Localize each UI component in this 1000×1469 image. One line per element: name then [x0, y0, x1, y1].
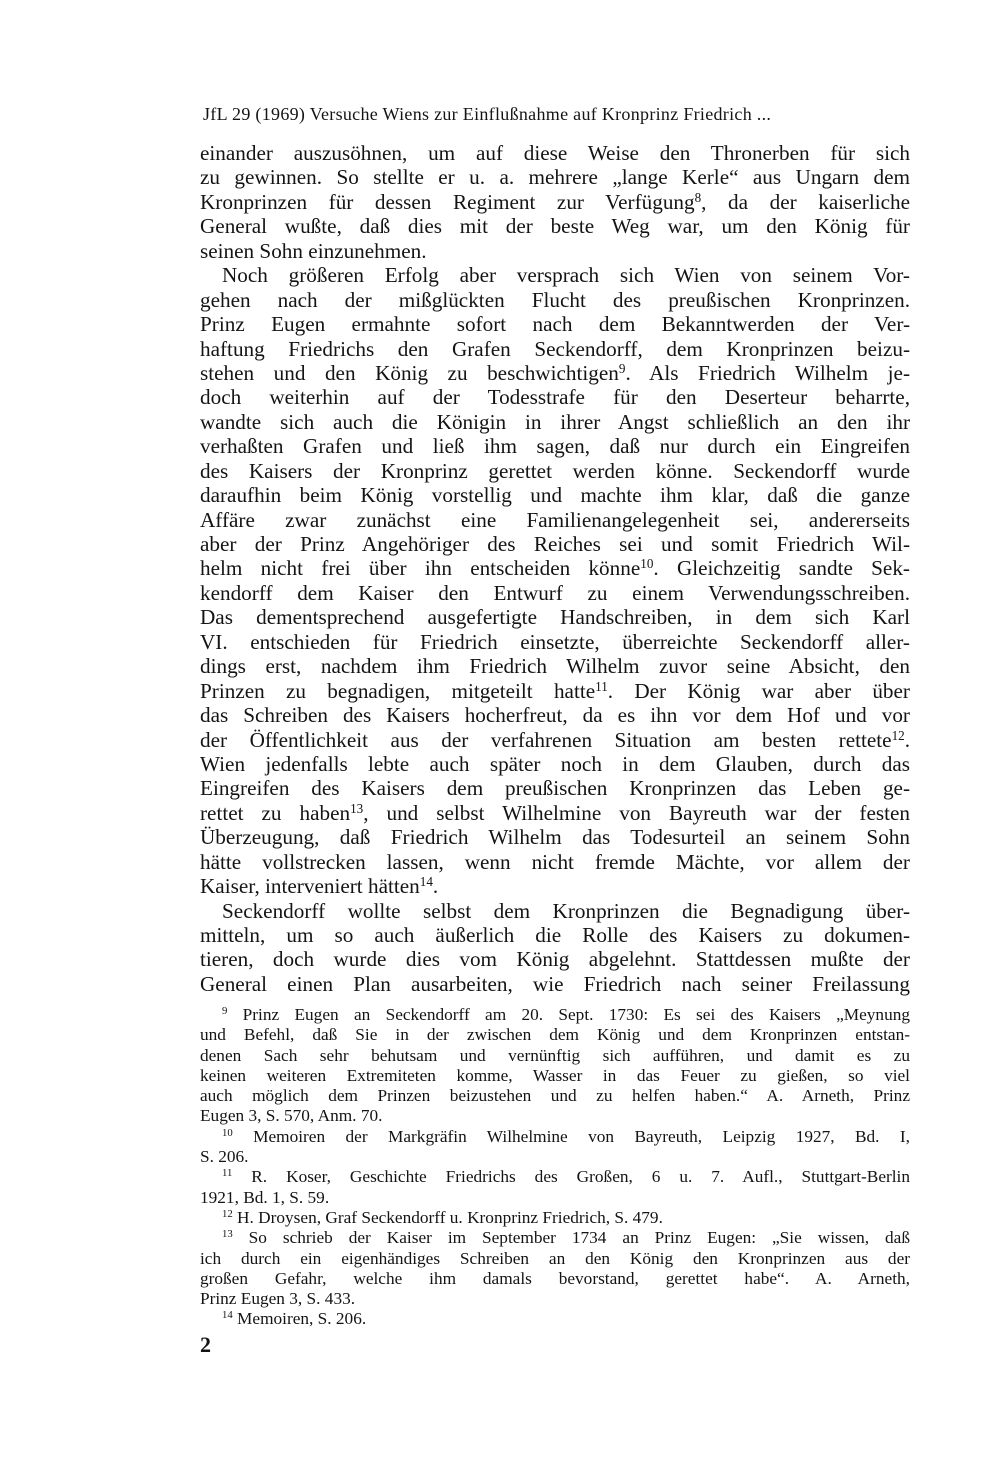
line-text: Memoiren der Markgräfin Wilhelmine von Bayreuth, Leipzig 1927, Bd. I, — [232, 1126, 910, 1146]
line-text: keinen weiteren Extremiteten komme, Wasser in das Feuer zu gießen, so viel — [200, 1065, 910, 1085]
footnote-line — [200, 1249, 910, 1269]
footnote-marker: 13 — [350, 800, 364, 816]
text-line — [200, 312, 910, 336]
line-text: . Gleichzeitig sandte Sek- — [653, 556, 910, 581]
footnote-line — [200, 1208, 910, 1228]
line-text: , und selbst Wilhelmine von Bayreuth war der festen — [363, 800, 910, 825]
line-text: Eugen 3, S. 570, Anm. 70. — [200, 1106, 383, 1126]
line-text: des Kaisers der Kronprinz gerettet werden könne. Seckendorff wurde — [200, 458, 910, 483]
footnote-line — [200, 1289, 910, 1309]
line-text: Prinz Eugen an Seckendorff am 20. Sept. 1730: Es sei des Kaisers „Meynung — [227, 1005, 910, 1024]
line-text: 1921, Bd. 1, S. 59. — [200, 1187, 330, 1207]
text-line — [200, 728, 910, 752]
line-text: daraufhin beim König vorstellig und machte ihm klar, daß die ganze — [200, 483, 910, 508]
line-text: . Als Friedrich Wilhelm je- — [625, 360, 910, 385]
line-text: S. 206. — [200, 1147, 249, 1167]
line-text: mitteln, um so auch äußerlich die Rolle des Kaisers zu dokumen- — [200, 923, 910, 947]
page-number: 2 — [200, 1332, 211, 1357]
line-text: denen Sach sehr behutsam und vernünftig sich aufführen, und damit es zu — [200, 1045, 910, 1065]
text-line — [200, 923, 910, 947]
line-text: doch weiterhin auf der Todesstrafe für den Deserteur beharrte, — [200, 385, 910, 410]
line-text: , da der kaiserliche — [701, 189, 910, 214]
line-text: wandte sich auch die Königin in ihrer Angst schließlich an den ihr — [200, 409, 910, 434]
text-line — [200, 239, 910, 263]
text-line — [200, 165, 910, 189]
footnote-marker: 12 — [891, 727, 905, 743]
line-text: haftung Friedrichs den Grafen Seckendorff, dem Kronprinzen beizu- — [200, 336, 910, 361]
footnote-line — [200, 1228, 910, 1248]
line-text: hätte vollstrecken lassen, wenn nicht fremde Mächte, vor allem der — [200, 849, 910, 874]
line-text: stehen und den König zu beschwichtigen — [200, 360, 619, 385]
footnote-marker: 11 — [595, 678, 608, 694]
text-line — [200, 483, 910, 507]
line-text: General einen Plan ausarbeiten, wie Friedrich nach seiner Freilassung — [200, 971, 910, 996]
line-text: Kaiser, interveniert hätten — [200, 874, 420, 899]
text-line — [200, 654, 910, 678]
line-text: zu gewinnen. So stellte er u. a. mehrere „lange Kerle“ aus Ungarn dem — [200, 165, 910, 190]
footnote-line — [200, 1086, 910, 1106]
text-line — [200, 605, 910, 629]
footnote-marker: 8 — [694, 189, 702, 205]
line-text: großen Gefahr, welche ihm damals bevorstand, gerettet habe“. A. Arneth, — [200, 1268, 910, 1288]
line-text: Prinz Eugen 3, S. 433. — [200, 1289, 356, 1309]
footnote-line — [200, 1147, 910, 1167]
line-text: . Der König war aber über — [607, 678, 910, 703]
line-text: tieren, doch wurde dies vom König abgelehnt. Stattdessen mußte der — [200, 947, 910, 972]
line-text: Affäre zwar zunächst eine Familienangelegenheit sei, andererseits — [200, 507, 910, 532]
text-line — [200, 776, 910, 800]
footnote-line — [200, 1269, 910, 1289]
line-text: R. Koser, Geschichte Friedrichs des Großen, 6 u. 7. Aufl., Stuttgart-Berlin — [232, 1167, 910, 1187]
footnote-marker: 13 — [222, 1228, 233, 1241]
line-text: H. Droysen, Graf Seckendorff u. Kronprinz Friedrich, S. 479. — [232, 1207, 663, 1227]
text-line — [200, 752, 910, 776]
text-line — [200, 874, 910, 898]
footnote-line — [200, 1188, 910, 1208]
line-text: Memoiren, S. 206. — [232, 1309, 367, 1329]
text-line — [200, 556, 910, 580]
text-line — [200, 850, 910, 874]
text-line — [200, 899, 910, 923]
line-text: gehen nach der mißglückten Flucht des preußischen Kronprinzen. — [200, 287, 910, 312]
line-text: rettet zu haben — [200, 800, 351, 825]
body-text — [200, 141, 910, 996]
text-line — [200, 679, 910, 703]
footnote-line — [200, 1309, 910, 1329]
footnote-marker: 9 — [618, 360, 626, 376]
text-line — [200, 801, 910, 825]
line-text: Kronprinzen für dessen Regiment zur Verfügung — [200, 189, 695, 214]
line-text: Überzeugung, daß Friedrich Wilhelm das Todesurteil an seinem Sohn — [200, 825, 910, 850]
line-text: dings erst, nachdem ihm Friedrich Wilhelm zuvor seine Absicht, den — [200, 654, 910, 679]
footnotes — [200, 1005, 910, 1330]
footnote-line — [200, 1127, 910, 1147]
line-text: Eingreifen des Kaisers dem preußischen Kronprinzen das Leben ge- — [200, 776, 910, 801]
line-text: Das dementsprechend ausgefertigte Handschreiben, in dem sich Karl — [200, 605, 910, 630]
line-text: ich durch ein eigenhändiges Schreiben an den König den Kronprinzen aus der — [200, 1248, 910, 1268]
footnote-marker: 12 — [222, 1208, 233, 1221]
text-line — [200, 825, 910, 849]
footnote-marker: 11 — [222, 1167, 233, 1180]
line-text: General wußte, daß dies mit der beste Weg war, um den König für — [200, 214, 910, 239]
footnote-marker: 10 — [640, 556, 654, 572]
text-line — [200, 214, 910, 238]
text-line — [200, 947, 910, 971]
line-text: VI. entschieden für Friedrich einsetzte, überreichte Seckendorff aller- — [200, 629, 910, 654]
line-text: Prinzen zu begnadigen, mitgeteilt hatte — [200, 678, 596, 703]
line-text: So schrieb der Kaiser im September 1734 an Prinz Eugen: „Sie wissen, daß — [232, 1228, 910, 1248]
line-text: seinen Sohn einzunehmen. — [200, 238, 427, 263]
line-text: Seckendorff wollte selbst dem Kronprinzen die Begnadigung über- — [222, 898, 910, 923]
footnote-marker: 14 — [222, 1309, 233, 1322]
line-text: auch möglich dem Prinzen beizustehen und zu helfen haben.“ A. Arneth, Prinz — [200, 1086, 910, 1106]
text-line — [200, 630, 910, 654]
line-text: . — [432, 874, 439, 899]
footnote-line — [200, 1005, 910, 1025]
line-text: . — [904, 727, 910, 752]
text-line — [200, 508, 910, 532]
running-header: JfL 29 (1969) Versuche Wiens zur Einflußnahme auf Kronprinz Friedrich ... — [203, 104, 772, 124]
footnote-line — [200, 1066, 910, 1086]
text-line — [200, 581, 910, 605]
text-line — [200, 361, 910, 385]
line-text: Wien jedenfalls lebte auch später noch in dem Glauben, durch das — [200, 751, 910, 776]
line-text: der Öffentlichkeit aus der verfahrenen Situation am besten rettete — [200, 727, 892, 752]
text-line — [200, 190, 910, 214]
line-text: das Schreiben des Kaisers hocherfreut, da es ihn vor dem Hof und vor — [200, 703, 910, 728]
line-text: Noch größeren Erfolg aber versprach sich Wien von seinem Vor- — [222, 263, 910, 288]
text-line — [200, 141, 910, 165]
footnote-line — [200, 1046, 910, 1066]
text-line — [200, 972, 910, 996]
line-text: und Befehl, daß Sie in der zwischen dem König und dem Kronprinzen entstan- — [200, 1025, 910, 1045]
text-line — [200, 434, 910, 458]
line-text: Prinz Eugen ermahnte sofort nach dem Bekanntwerden der Ver- — [200, 312, 910, 337]
text-line — [200, 288, 910, 312]
text-line — [200, 532, 910, 556]
text-line — [200, 263, 910, 287]
text-line — [200, 703, 910, 727]
footnote-line — [200, 1106, 910, 1126]
footnote-line — [200, 1167, 910, 1187]
text-line — [200, 459, 910, 483]
footnote-marker: 10 — [222, 1126, 233, 1139]
line-text: verhaßten Grafen und ließ ihm sagen, daß nur durch ein Eingreifen — [200, 434, 910, 459]
line-text: kendorff dem Kaiser den Entwurf zu einem Verwendungsschreiben. — [200, 580, 910, 605]
text-line — [200, 385, 910, 409]
line-text: einander auszusöhnen, um auf diese Weise den Thronerben für sich — [200, 141, 910, 165]
text-line — [200, 410, 910, 434]
footnote-line — [200, 1025, 910, 1045]
footnote-marker: 14 — [419, 873, 433, 889]
line-text: aber der Prinz Angehöriger des Reiches sei und somit Friedrich Wil- — [200, 532, 910, 556]
text-line — [200, 337, 910, 361]
footnote-marker: 9 — [222, 1005, 228, 1018]
line-text: helm nicht frei über ihn entscheiden könne — [200, 556, 641, 581]
